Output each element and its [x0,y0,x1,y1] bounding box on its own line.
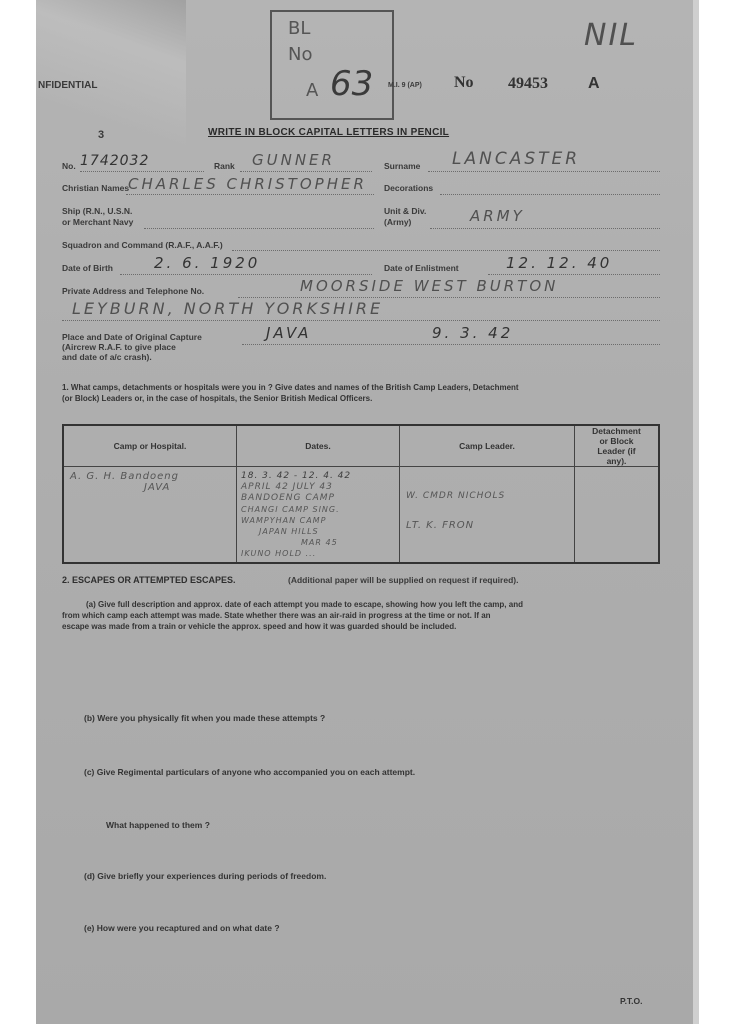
capture-label-3: and date of a/c crash). [62,352,152,362]
camp-cell [63,467,237,564]
rank-label: Rank [214,161,235,171]
dob-value: 2. 6. 1920 [154,254,261,272]
form-page [36,0,699,1024]
capture-date: 9. 3. 42 [432,324,514,342]
table-header-row [63,425,659,467]
col-header-leader: Camp Leader. [400,425,575,467]
question-2a-line-3: escape was made from a train or vehicle the approx. speed and how it was guarded should be included. [62,622,457,631]
question-2-note: (Additional paper will be supplied on request if required). [288,575,519,585]
address-line-2: LEYBURN, NORTH YORKSHIRE [72,299,384,318]
leader-line: W. CMDR NICHOLS [406,491,506,501]
christian-names-value: CHARLES CHRISTOPHER [128,175,367,193]
date-line: MAR 45 [301,538,338,547]
enlistment-value: 12. 12. 40 [506,254,613,272]
unit-value: ARMY [470,207,525,225]
no-value: 1742032 [80,153,150,169]
leader-line: LT. K. FRON [406,520,475,531]
question-2e: (e) How were you recaptured and on what date ? [84,923,280,933]
form-code: M.I. 9 (AP) [388,82,422,89]
instruction-heading: WRITE IN BLOCK CAPITAL LETTERS IN PENCIL [208,127,450,138]
address-label: Private Address and Telephone No. [62,286,205,296]
date-line: 18. 3. 42 - 12. 4. 42 [241,471,352,481]
camps-table [62,424,660,564]
date-line: BANDOENG CAMP [241,493,335,503]
surname-label: Surname [384,161,421,171]
rank-value: GUNNER [252,151,335,169]
dob-label: Date of Birth [62,263,113,273]
dates-cell [237,467,400,564]
serial-number: 49453 [508,75,548,92]
table-row [63,467,659,564]
paper-edge [693,0,699,1024]
question-2d: (d) Give briefly your experiences during periods of freedom. [84,871,327,881]
question-2b: (b) Were you physically fit when you made these attempts ? [84,713,326,723]
ship-label-2: or Merchant Navy [62,217,134,227]
leader-cell [400,467,575,564]
date-line: CHANGI CAMP SING. [241,505,340,514]
registry-stamp [270,10,394,120]
unit-label-2: (Army) [384,217,412,227]
question-2a-line-2: from which camp each attempt was made. State whether there was an air-raid in progress at the time or not. If an [62,611,491,620]
corner-mark: NIL [584,18,639,53]
date-line: IKUNO HOLD ... [241,549,317,558]
capture-place: JAVA [266,324,312,342]
serial-no-label: No [454,74,474,91]
question-2-title: 2. ESCAPES OR ATTEMPTED ESCAPES. [62,575,236,585]
date-line: WAMPYHAN CAMP [241,516,327,525]
serial-suffix: A [588,75,600,92]
question-1-line-1: 1. What camps, detachments or hospitals were you in ? Give dates and names of the British Camp Leaders, Detachment [62,383,519,392]
date-line: APRIL 42 JULY 43 [241,482,333,492]
squadron-label: Squadron and Command (R.A.F., A.A.F.) [62,240,223,250]
stamp-line-1: BL [288,18,311,39]
side-mark: 3 [98,129,105,141]
pto-label: P.T.O. [620,996,643,1006]
question-2c: (c) Give Regimental particulars of anyone who accompanied you on each attempt. [84,767,416,777]
surname-value: LANCASTER [452,149,581,169]
col-header-camp: Camp or Hospital. [63,425,237,467]
christian-names-label: Christian Names [62,183,130,193]
stamp-line-3: A [306,80,319,101]
classification-label: NFIDENTIAL [38,80,98,91]
question-1-line-2: (or Block) Leaders or, in the case of hospitals, the Senior British Medical Officers. [62,394,373,403]
capture-label-2: (Aircrew R.A.F. to give place [62,342,176,352]
capture-label-1: Place and Date of Original Capture [62,332,202,342]
stamp-number: 63 [330,64,374,104]
stamp-line-2: No [288,44,313,65]
question-2c-follow: What happened to them ? [106,820,210,830]
no-label: No. [62,161,76,171]
question-2a-line-1: (a) Give full description and approx. date of each attempt you made to escape, showing how you left the camp, and [86,600,523,609]
col-header-detachment: Detachment or Block Leader (if any). [575,425,660,467]
camp-line: JAVA [144,482,171,493]
enlistment-label: Date of Enlistment [384,263,459,273]
unit-label-1: Unit & Div. [384,206,427,216]
ship-label-1: Ship (R.N., U.S.N. [62,206,133,216]
address-line-1: MOORSIDE WEST BURTON [300,277,559,295]
decorations-label: Decorations [384,183,434,193]
col-header-dates: Dates. [237,425,400,467]
detachment-cell [575,467,660,564]
camp-line: A. G. H. Bandoeng [70,471,179,482]
date-line: JAPAN HILLS [259,527,319,536]
